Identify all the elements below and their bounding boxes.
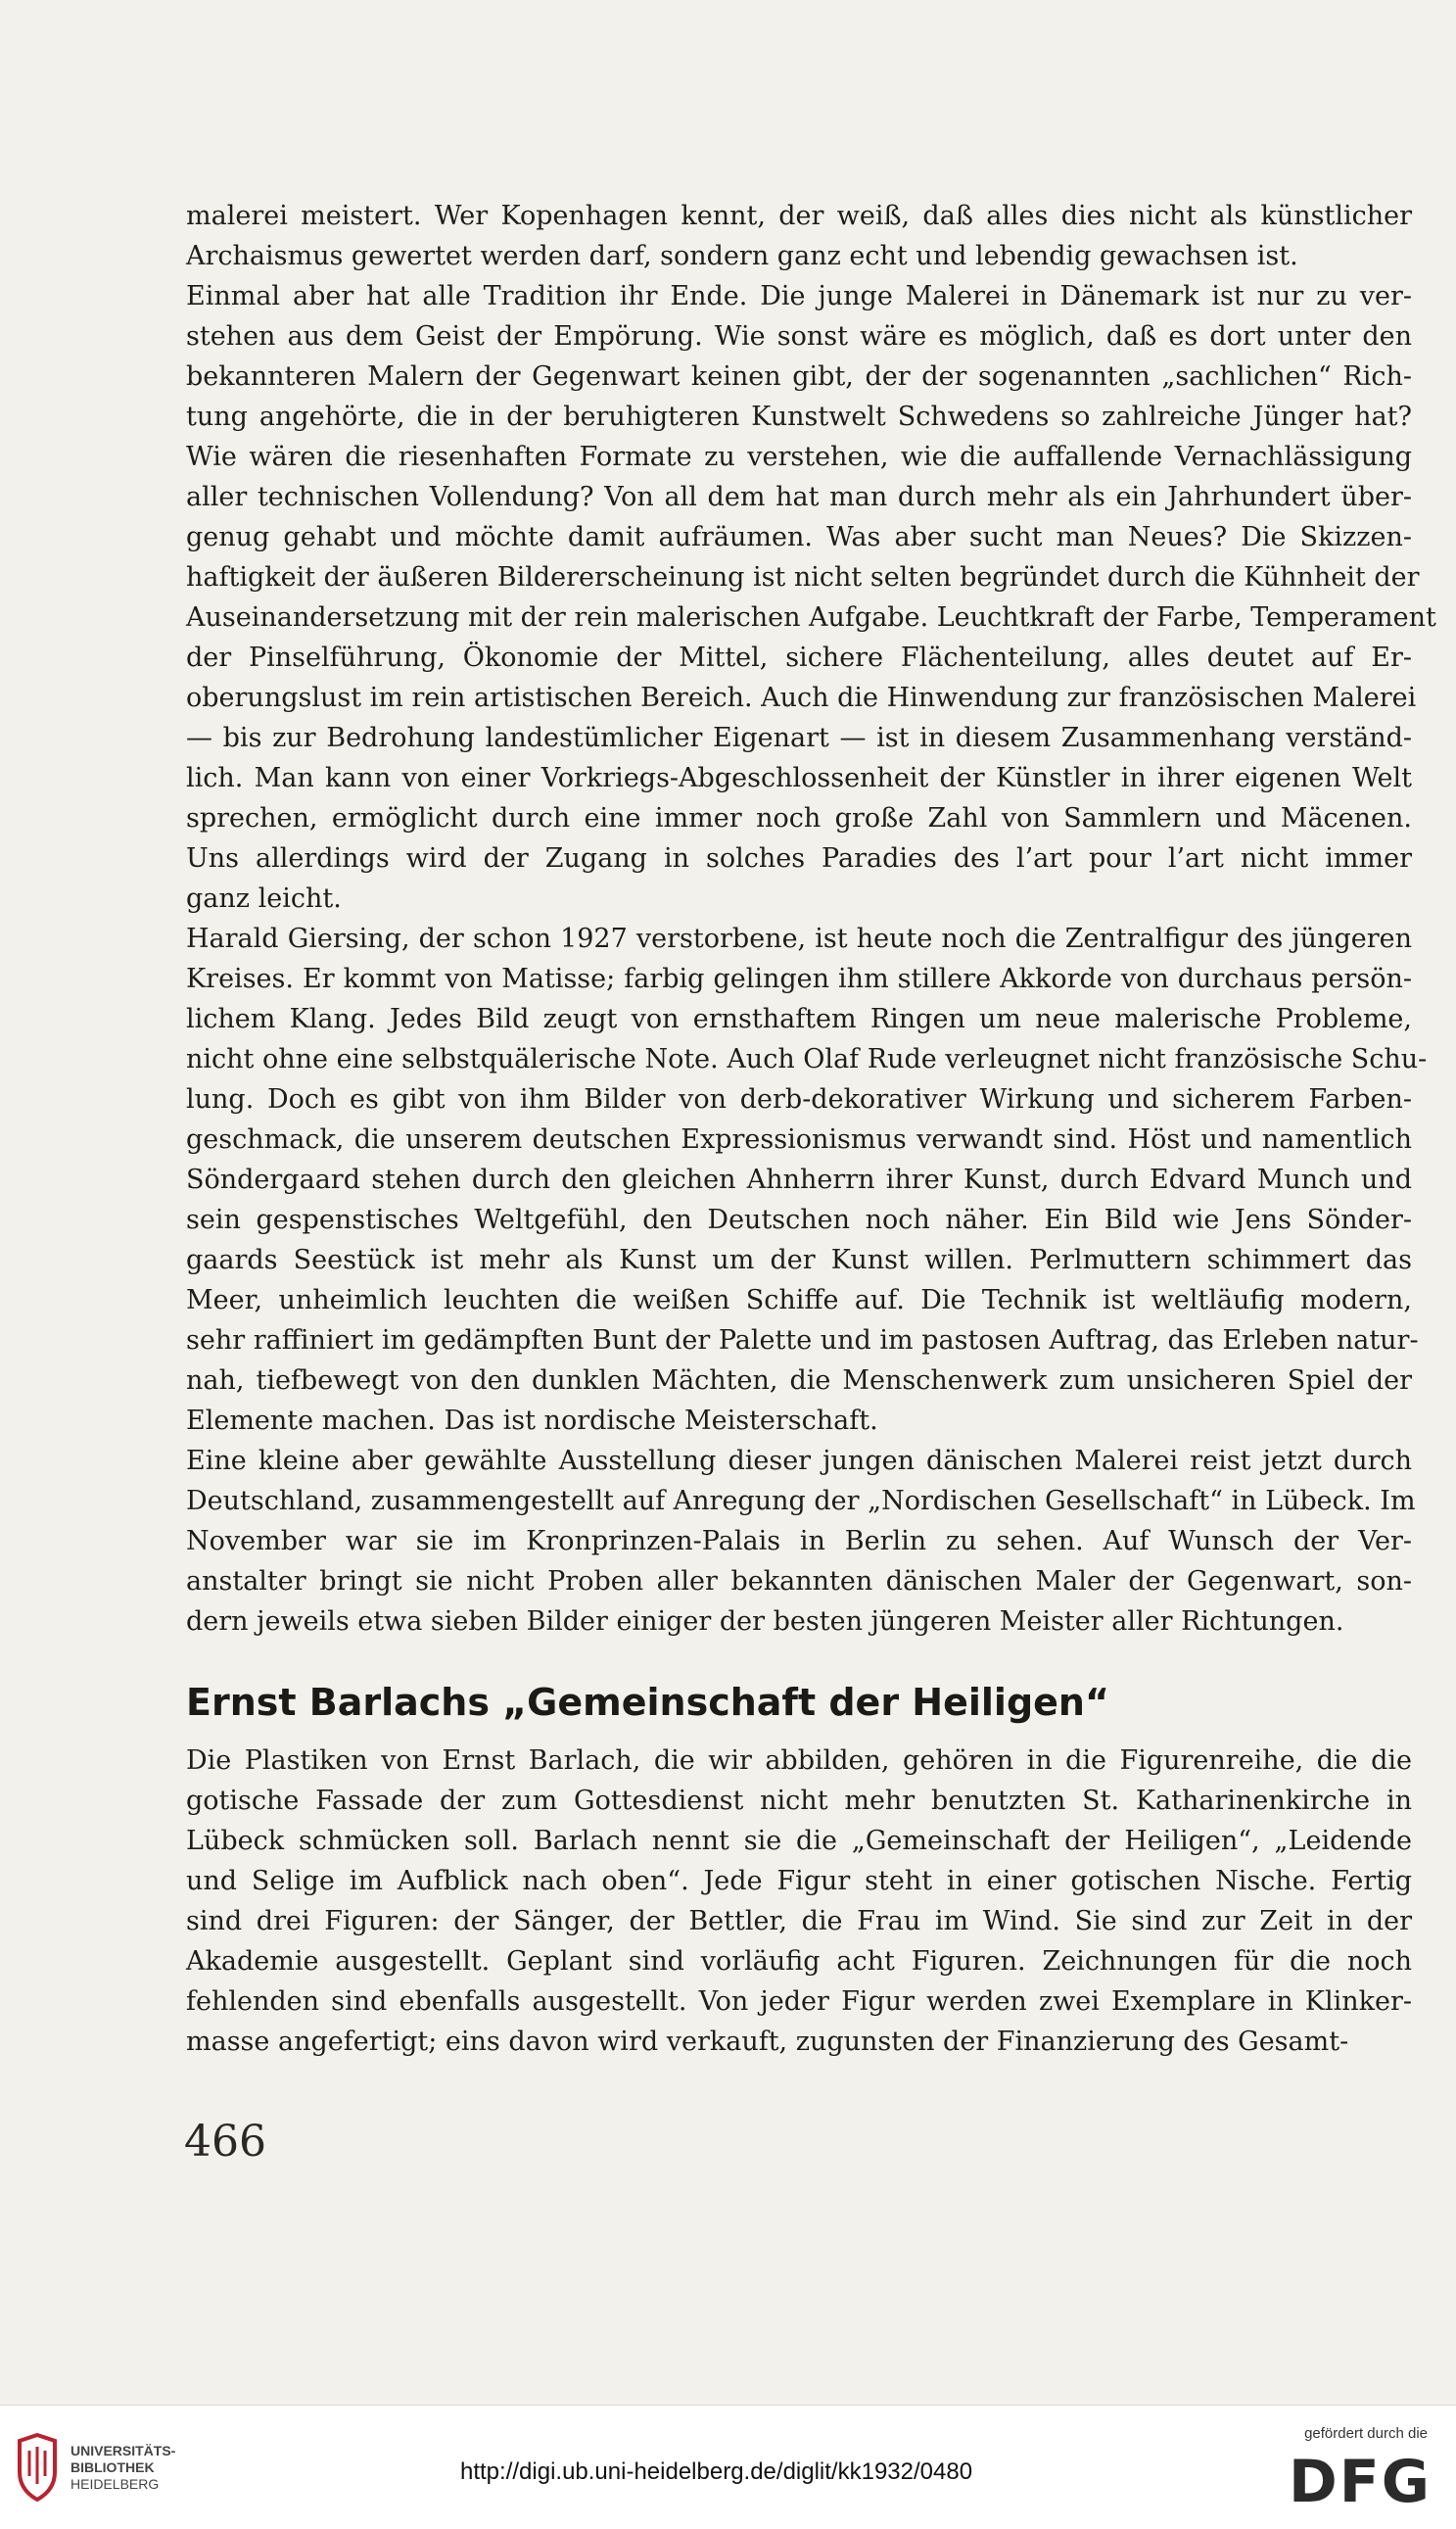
text-line: nicht ohne eine selbstquälerische Note. Auch Olaf Rude verleugnet nicht französische Schu-	[186, 1044, 1428, 1074]
text-line: geschmack, die unserem deutschen Expressionismus verwandt sind. Höst und namentlich	[186, 1124, 1412, 1155]
text-line: aller technischen Vollendung? Von all dem hat man durch mehr als ein Jahrhundert über-	[186, 482, 1412, 512]
text-line: — bis zur Bedrohung landestümlicher Eigenart — ist in diesem Zusammenhang verständ-	[186, 723, 1412, 753]
text-line: dern jeweils etwa sieben Bilder einiger der besten jüngeren Meister aller Richtungen.	[186, 1606, 1344, 1637]
text-line: Meer, unheimlich leuchten die weißen Schiffe auf. Die Technik ist weltläufig modern,	[186, 1285, 1412, 1315]
text-line: stehen aus dem Geist der Empörung. Wie sonst wäre es möglich, daß es dort unter den	[186, 321, 1412, 352]
text-line: Archaismus gewertet werden darf, sondern ganz echt und lebendig gewachsen ist.	[186, 241, 1298, 271]
text-line: gaards Seestück ist mehr als Kunst um der Kunst willen. Perlmuttern schimmert das	[186, 1245, 1412, 1275]
text-line: Die Plastiken von Ernst Barlach, die wir abbilden, gehören in die Figurenreihe, die die	[186, 1745, 1412, 1776]
university-library-logo-icon	[14, 2433, 61, 2502]
text-line: Harald Giersing, der schon 1927 verstorbene, ist heute noch die Zentralfigur des jüngeren	[186, 924, 1412, 954]
text-line: Elemente machen. Das ist nordische Meisterschaft.	[186, 1406, 878, 1436]
text-line: ganz leicht.	[186, 883, 342, 914]
text-line: Deutschland, zusammengestellt auf Anregung der „Nordischen Gesellschaft“ in Lübeck. Im	[186, 1486, 1416, 1516]
text-line: Eine kleine aber gewählte Ausstellung dieser jungen dänischen Malerei reist jetzt durch	[186, 1446, 1412, 1476]
section-text-block	[186, 1741, 1412, 2062]
text-line: oberungslust im rein artistischen Bereich. Auch die Hinwendung zur französischen Malerei	[186, 683, 1417, 713]
text-line: sehr raffiniert im gedämpften Bunt der Palette und im pastosen Auftrag, das Erleben natur-	[186, 1325, 1419, 1356]
text-line: Söndergaard stehen durch den gleichen Ahnherrn ihrer Kunst, durch Edvard Munch und	[186, 1165, 1412, 1195]
text-line: haftigkeit der äußeren Bildererscheinung ist nicht selten begründet durch die Kühnheit der	[186, 562, 1420, 593]
text-line: Auseinandersetzung mit der rein malerischen Aufgabe. Leuchtkraft der Farbe, Temperament	[186, 602, 1436, 633]
text-line: malerei meistert. Wer Kopenhagen kennt, der weiß, daß alles dies nicht als künstlicher	[186, 201, 1412, 231]
text-line: lung. Doch es gibt von ihm Bilder von derb-dekorativer Wirkung und sicherem Farben-	[186, 1084, 1412, 1115]
text-line: lich. Man kann von einer Vorkriegs-Abgeschlossenheit der Künstler in ihrer eigenen Welt	[186, 763, 1412, 793]
funding-caption: gefördert durch die	[1304, 2425, 1428, 2442]
text-line: masse angefertigt; eins davon wird verkauft, zugunsten der Finanzierung des Gesamt-	[186, 2027, 1349, 2057]
page-number: 466	[184, 2117, 266, 2167]
text-line: gotische Fassade der zum Gottesdienst nicht mehr benutzten St. Katharinenkirche in	[186, 1786, 1412, 1816]
source-url-link[interactable]: http://digi.ub.uni-heidelberg.de/diglit/kk1932/0480	[460, 2458, 973, 2485]
text-line: genug gehabt und möchte damit aufräumen. Was aber sucht man Neues? Die Skizzen-	[186, 522, 1412, 552]
text-line: lichem Klang. Jedes Bild zeugt von ernsthaftem Ringen um neue malerische Probleme,	[186, 1004, 1412, 1034]
library-name	[70, 2443, 175, 2493]
text-line: Kreises. Er kommt von Matisse; farbig gelingen ihm stillere Akkorde von durchaus persön-	[186, 964, 1412, 994]
body-text-block	[186, 196, 1436, 1642]
library-name-line: UNIVERSITÄTS-	[70, 2443, 176, 2458]
text-line: Einmal aber hat alle Tradition ihr Ende. Die junge Malerei in Dänemark ist nur zu ver-	[186, 281, 1412, 311]
text-line: sprechen, ermöglicht durch eine immer noch große Zahl von Sammlern und Mäcenen.	[186, 803, 1412, 834]
text-line: sein gespenstisches Weltgefühl, den Deutschen noch näher. Ein Bild wie Jens Sönder-	[186, 1205, 1412, 1235]
text-line: der Pinselführung, Ökonomie der Mittel, sichere Flächenteilung, alles deutet auf Er-	[186, 643, 1412, 673]
section-heading: Ernst Barlachs „Gemeinschaft der Heiligen“	[186, 1681, 1109, 1724]
footer-bar	[0, 2405, 1456, 2529]
text-line: Uns allerdings wird der Zugang in solches Paradies des l’art pour l’art nicht immer	[186, 843, 1412, 874]
text-line: fehlenden sind ebenfalls ausgestellt. Von jeder Figur werden zwei Exemplare in Klinker-	[186, 1986, 1412, 2017]
text-line: bekannteren Malern der Gegenwart keinen gibt, der der sogenannten „sachlichen“ Rich-	[186, 361, 1412, 392]
text-line: sind drei Figuren: der Sänger, der Bettler, die Frau im Wind. Sie sind zur Zeit in der	[186, 1906, 1412, 1936]
library-name-line: HEIDELBERG	[70, 2476, 160, 2492]
text-line: tung angehörte, die in der beruhigteren Kunstwelt Schwedens so zahlreiche Jünger hat?	[186, 402, 1412, 432]
funder-area	[1288, 2421, 1437, 2519]
text-line: und Selige im Aufblick nach oben“. Jede Figur steht in einer gotischen Nische. Fertig	[186, 1866, 1412, 1896]
text-line: anstalter bringt sie nicht Proben aller bekannten dänischen Maler der Gegenwart, son-	[186, 1566, 1412, 1597]
library-name-line: BIBLIOTHEK	[70, 2459, 155, 2475]
text-line: Wie wären die riesenhaften Formate zu verstehen, wie die auffallende Vernachlässigung	[186, 442, 1412, 472]
text-line: Lübeck schmücken soll. Barlach nennt sie die „Gemeinschaft der Heiligen“, „Leidende	[186, 1826, 1412, 1856]
dfg-logo: DFG	[1288, 2448, 1432, 2516]
text-line: Akademie ausgestellt. Geplant sind vorläufig acht Figuren. Zeichnungen für die noch	[186, 1946, 1412, 1977]
text-line: nah, tiefbewegt von den dunklen Mächten, die Menschenwerk zum unsicheren Spiel der	[186, 1365, 1412, 1396]
text-line: November war sie im Kronprinzen-Palais in Berlin zu sehen. Auf Wunsch der Ver-	[186, 1526, 1412, 1556]
